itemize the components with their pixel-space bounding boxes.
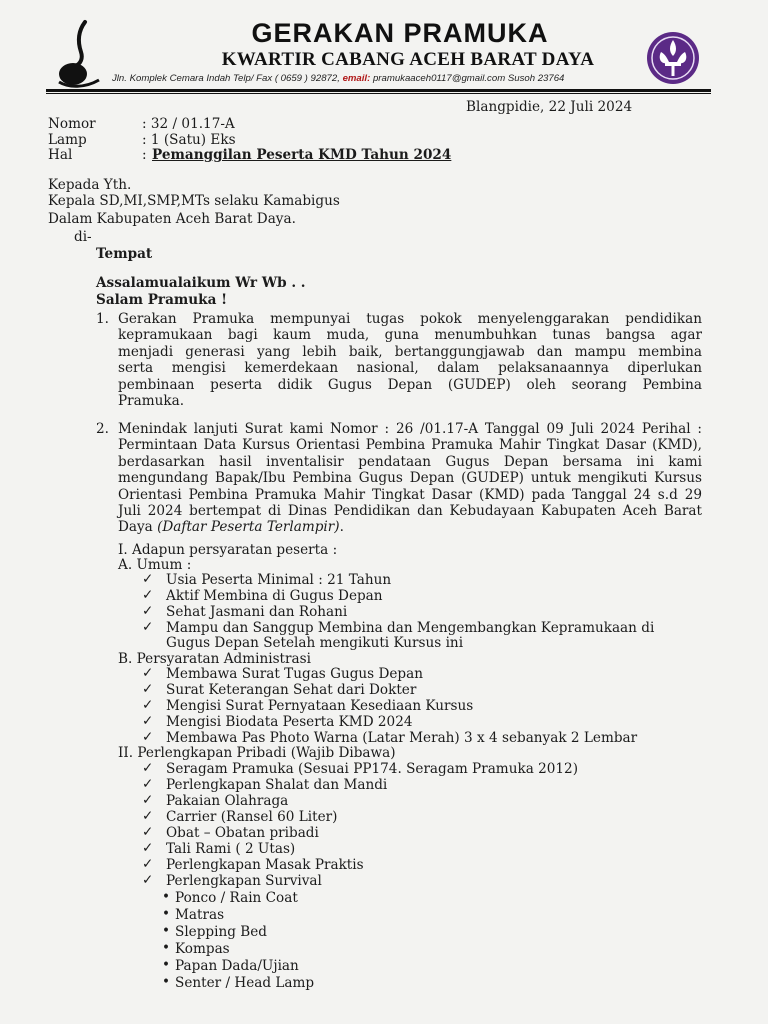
p2-number: 2. [96,421,109,437]
survival-item: Matras [175,907,225,923]
meta-hal-colon: : [142,147,147,163]
bullet-icon: • [162,923,171,939]
check-icon: ✓ [142,792,154,808]
p2-line: Orientasi Pembina Pramuka Mahir Tingkat Dasar (KMD) pada Tanggal 24 s.d 29 [118,486,702,503]
equip-item: Pakaian Olahraga [166,793,289,809]
p1-line: pembinaan peserta didik Gugus Depan (GUDEP) oleh seorang Pembina [118,376,702,393]
bullet-icon: • [162,889,171,905]
p1-line: serta mengisi kemerdekaan nasional, dalam pelaksanaannya diperlukan [118,360,702,377]
meta-label-lamp: Lamp [48,132,87,148]
check-icon: ✓ [142,697,154,713]
equip-item: Carrier (Ransel 60 Liter) [166,809,338,825]
req-b-item: Mengisi Surat Pernyataan Kesediaan Kursus [166,698,474,714]
email-label: email: [342,73,371,84]
email-text: pramukaaceh0117@gmail.com Susoh 23764 [372,73,565,84]
check-icon: ✓ [142,587,154,603]
check-icon: ✓ [142,665,154,681]
p1-line: Gerakan Pramuka mempunyai tugas pokok menyelenggarakan pendidikan [118,311,702,327]
equip-item: Obat – Obatan pribadi [166,825,319,841]
org-title: GERAKAN PRAMUKA [251,18,549,48]
equip-item: Seragam Pramuka (Sesuai PP174. Seragam Pramuka 2012) [166,761,579,777]
check-icon: ✓ [142,729,154,745]
req-b-item: Membawa Pas Photo Warna (Latar Merah) 3 x 4 sebanyak 2 Lembar [166,730,638,746]
greeting-salam: Salam Pramuka ! [96,292,228,308]
equip-item: Tali Rami ( 2 Utas) [166,841,296,857]
header-rule-thin [46,93,711,94]
bullet-icon: • [162,974,171,990]
paragraph-1 [118,311,702,409]
req-b-item: Surat Keterangan Sehat dari Dokter [166,682,417,698]
letter-date: Blangpidie, 22 Juli 2024 [466,99,633,115]
p2-last-line [118,519,702,535]
p2-line: Juli 2024 bertempat di Dinas Pendidikan dan Kebudayaan Kabupaten Aceh Barat [118,503,702,520]
p2-line: Menindak lanjuti Surat kami Nomor : 26 /01.17-A Tanggal 09 Juli 2024 Perihal : [118,421,702,437]
req-a-item: Usia Peserta Minimal : 21 Tahun [166,572,392,588]
bullet-icon: • [162,940,171,956]
check-icon: ✓ [142,840,154,856]
p2-last-end: . [339,519,344,536]
req-a-item: Sehat Jasmani dan Rohani [166,604,348,620]
check-icon: ✓ [142,619,154,635]
check-icon: ✓ [142,872,154,888]
equip-heading: II. Perlengkapan Pribadi (Wajib Dibawa) [118,745,396,761]
equip-item: Perlengkapan Masak Praktis [166,857,364,873]
equip-item: Perlengkapan Shalat dan Mandi [166,777,388,793]
p2-line: Permintaan Data Kursus Orientasi Pembina Pramuka Mahir Tingkat Dasar (KMD), [118,437,702,454]
scout-emblem-icon [645,30,701,86]
check-icon: ✓ [142,808,154,824]
header-rule-thick [46,89,711,92]
p2-line: mengundang Bapak/Ibu Pembina Gugus Depan (GUDEP) untuk mengikuti Kursus [118,470,702,487]
recipient-di: di- [74,229,92,245]
meta-value-nomor: : 32 / 01.17-A [142,116,235,132]
bullet-icon: • [162,906,171,922]
recipient-line3: Dalam Kabupaten Aceh Barat Daya. [48,211,296,227]
req-heading: I. Adapun persyaratan peserta : [118,542,338,558]
meta-label-hal: Hal [48,147,73,163]
req-a-heading: A. Umum : [118,557,192,573]
check-icon: ✓ [142,776,154,792]
check-icon: ✓ [142,824,154,840]
p1-line: menjadi generasi yang lebih baik, bertanggungjawab dan mampu membina [118,343,702,360]
greeting-assalamualaikum: Assalamualaikum Wr Wb . . [96,275,306,291]
org-address [112,73,564,84]
recipient-place: Tempat [96,246,153,262]
req-a-item-continued: Gugus Depan Setelah mengikuti Kursus ini [166,635,464,651]
paragraph-2 [118,421,702,536]
req-a-item: Mampu dan Sanggup Membina dan Mengembangkan Kepramukaan di [166,620,655,636]
p2-last-plain: Daya [118,519,158,536]
address-text: Jln. Komplek Cemara Indah Telp/ Fax ( 0659 ) 92872, [112,73,340,84]
p2-last-italic: (Daftar Peserta Terlampir) [157,519,340,536]
check-icon: ✓ [142,571,154,587]
check-icon: ✓ [142,856,154,872]
org-subtitle: KWARTIR CABANG ACEH BARAT DAYA [221,49,595,70]
req-b-heading: B. Persyaratan Administrasi [118,651,311,667]
check-icon: ✓ [142,760,154,776]
survival-item: Ponco / Rain Coat [175,890,298,906]
req-a-item: Aktif Membina di Gugus Depan [166,588,383,604]
p1-line: kepramukaan bagi kaum muda, guna menumbuhkan tunas bangsa agar [118,327,702,344]
check-icon: ✓ [142,603,154,619]
meta-value-hal: Pemanggilan Peserta KMD Tahun 2024 [152,147,452,163]
survival-item: Senter / Head Lamp [175,975,315,991]
req-b-item: Membawa Surat Tugas Gugus Depan [166,666,423,682]
survival-item: Slepping Bed [175,924,267,940]
p2-line: berdasarkan hasil inventalisir pendataan Gugus Depan bersama ini kami [118,453,702,470]
survival-item: Kompas [175,941,230,957]
equip-item: Perlengkapan Survival [166,873,322,889]
recipient-line1: Kepada Yth. [48,177,132,193]
p1-line: Pramuka. [118,393,185,410]
meta-value-lamp: : 1 (Satu) Eks [142,132,236,148]
survival-item: Papan Dada/Ujian [175,958,299,974]
check-icon: ✓ [142,681,154,697]
recipient-line2: Kepala SD,MI,SMP,MTs selaku Kamabigus [48,193,340,209]
meta-label-nomor: Nomor [48,116,96,132]
p1-number: 1. [96,311,109,327]
req-b-item: Mengisi Biodata Peserta KMD 2024 [166,714,413,730]
check-icon: ✓ [142,713,154,729]
bullet-icon: • [162,957,171,973]
